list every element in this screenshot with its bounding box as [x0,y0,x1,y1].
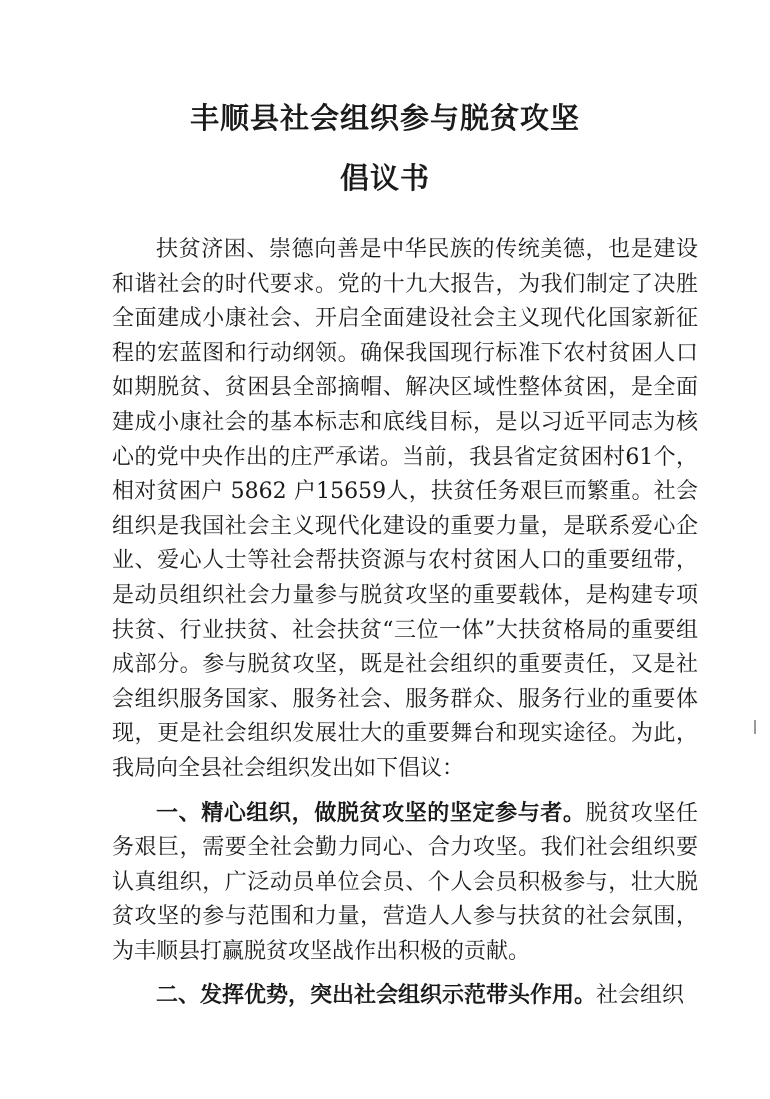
document-title-line-2: 倡议书 [339,161,430,195]
item-1-heading: 一、精心组织，做脱贫攻坚的坚定参与者。 [156,799,586,826]
item-1-paragraph [112,796,698,970]
item-2-heading: 二、发挥优势，突出社会组织示范带头作用。 [156,982,597,1009]
document-body [112,233,698,1014]
item-2-paragraph [112,978,698,1014]
scan-mark [754,720,756,734]
intro-paragraph: 扶贫济困、崇德向善是中华民族的传统美德，也是建设和谐社会的时代要求。党的十九大报告，为我们制定了决胜全面建成小康社会、开启全面建设社会主义现代化国家新征程的宏蓝图和行动纲领。确保我国现行标准下农村贫困人口如期脱贫、贫困县全部摘帽、解决区域性整体贫困，是全面建成小康社会的基本标志和底线目标，是以习近平同志为核心的党中央作出的庄严承诺。当前，我县省定贫困村61个，相对贫困户 5862 户15659人，扶贫任务艰巨而繁重。社会组织是我国社会主义现代化建设的重要力量，是联系爱心企业、爱心人士等社会帮扶资源与农村贫困人口的重要纽带，是动员组织社会力量参与脱贫攻坚的重要载体，是构建专项扶贫、行业扶贫、社会扶贫“三位一体”大扶贫格局的重要组成部分。参与脱贫攻坚，既是社会组织的重要责任，又是社会组织服务国家、服务社会、服务群众、服务行业的重要体现，更是社会组织发展壮大的重要舞台和现实途径。为此，我局向全县社会组织发出如下倡议： [112,237,698,781]
item-2-text: 社会组织 [596,983,685,1009]
document-title-line-1: 丰顺县社会组织参与脱贫攻坚 [189,101,580,135]
item-1-text: 脱贫攻坚任务艰巨，需要全社会勤力同心、合力攻坚。我们社会组织要认真组织，广泛动员单位会员、个人会员积极参与，壮大脱贫攻坚的参与范围和力量，营造人人参与扶贫的社会氛围，为丰顺县打赢脱贫攻坚战作出积极的贡献。 [112,800,698,964]
